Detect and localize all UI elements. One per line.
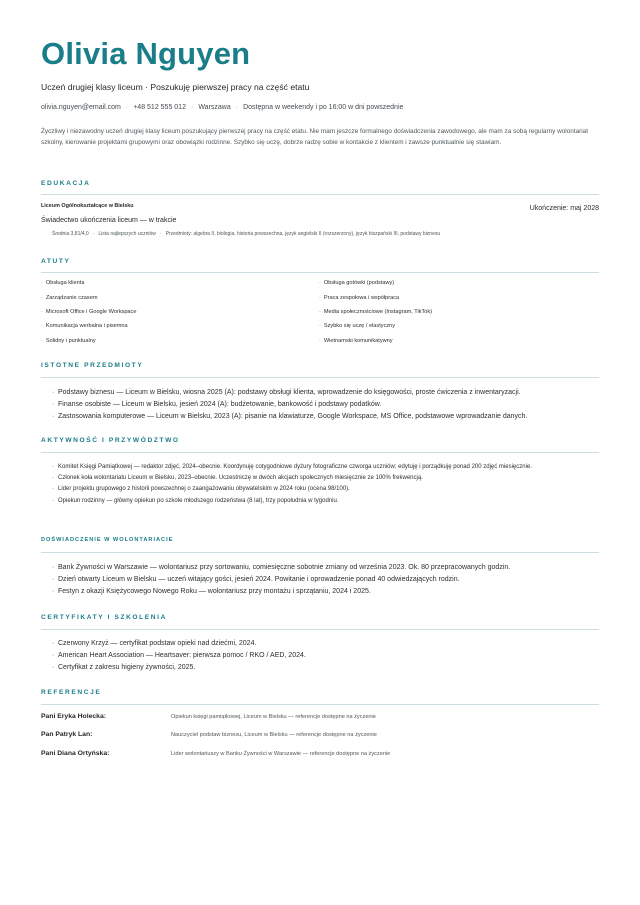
reference-name: Pan Patryk Lan: (41, 731, 93, 738)
skill-item: · Media społecznościowe (Instagram, TikTok) (319, 309, 433, 315)
contact-line (41, 104, 403, 111)
skill-item: · Wietnamski komunikatywny (319, 338, 393, 344)
list-item: · Członek koła wolontariatu Liceum w Bielsku, 2023–obecnie. Uczestniczę w dwóch akcjach społecznych miesięcznie ze 100% frekwencją. (52, 473, 572, 484)
gpa: Średnia 3,81/4,0 (52, 231, 89, 237)
degree: Świadectwo ukończenia liceum — w trakcie (41, 217, 177, 224)
volunteer-list (52, 562, 597, 597)
reference-row (41, 750, 601, 760)
summary-paragraph: Życzliwy i niezawodny uczeń drugiej klasy liceum poszukujący pierwszej pracy na część etatu. Nie mam jeszcze formalnego doświadczenia zawodowego, ale mam za sobą regularny wolontariat szkolny, kierowanie projektami grupowymi oraz obowiązki rodzinne. Szybko się uczę, dobrze radzę sobie w kontakcie z klientem i zawsze punktualnie się stawiam. (41, 128, 589, 146)
list-item: · Bank Żywności w Warszawie — wolontariusz przy sortowaniu, comiesięczne sobotnie zmiany od września 2023. Ok. 80 przepracowanych godzin. (52, 562, 597, 574)
graduation-date: Ukończenie: maj 2028 (529, 205, 599, 212)
list-item: · Komitet Księgi Pamiątkowej — redaktor zdjęć, 2024–obecnie. Koordynuję cotygodniowe dyżury fotograficzne czworga uczniów; edytuję i porządkuję ponad 200 zdjęć miesięcznie. (52, 462, 572, 473)
section-divider (41, 194, 599, 195)
section-divider (41, 377, 599, 378)
separator: · (125, 104, 129, 111)
reference-name: Pani Diana Ortyńska: (41, 750, 110, 757)
phone-number: +48 512 555 012 (133, 104, 186, 111)
list-item: · Czerwony Krzyż — certyfikat podstaw opieki nad dziećmi, 2024. (52, 638, 597, 650)
list-item: · Opiekun rodzinny — główny opiekun po szkole młodszego rodzeństwa (8 lat), trzy popołudnia w tygodniu. (52, 496, 572, 507)
subjects: Przedmioty: algebra II, biologia, historia powszechna, język angielski II (rozszerzony), język hiszpański III, podstawy biznesu (165, 231, 441, 237)
skill-item: · Microsoft Office i Google Workspace (41, 309, 137, 315)
candidate-name: Olivia Nguyen (41, 36, 251, 71)
skill-item: · Obsługa gotówki (podstawy) (319, 280, 395, 286)
email-link[interactable]: olivia.nguyen@email.com (41, 104, 121, 111)
reference-description: Nauczyciel podstaw biznesu, Liceum w Bielsku — referencje dostępne na życzenie (171, 732, 377, 738)
separator: · (190, 104, 194, 111)
availability: Dostępna w weekendy i po 16:00 w dni powszednie (243, 104, 404, 111)
section-divider (41, 629, 599, 630)
list-item: · Podstawy biznesu — Liceum w Bielsku, wiosna 2025 (A): podstawy obsługi klienta, wprowadzenie do księgowości, proste ćwiczenia z inwentaryzacji. (52, 387, 597, 399)
section-title-skills: ATUTY (41, 258, 71, 265)
section-title-volunteer: DOŚWIADCZENIE W WOLONTARIACIE (41, 537, 174, 543)
courses-list (52, 387, 597, 422)
reference-name: Pani Eryka Holecka: (41, 713, 106, 720)
section-divider (41, 452, 599, 453)
section-title-certifications: CERTYFIKATY I SZKOLENIA (41, 614, 167, 621)
education-details: Średnia 3,81/4,0 · Lista najlepszych uczniów · Przedmioty: algebra II, biologia, historia powszechna, język angielski II (rozszerzony), język hiszpański III, podstawy biznesu (52, 231, 441, 237)
honor-roll: Lista najlepszych uczniów (98, 231, 156, 237)
city: Warszawa (198, 104, 231, 111)
activities-list (52, 462, 572, 507)
list-item: · American Heart Association — Heartsaver: pierwsza pomoc / RKO / AED, 2024. (52, 650, 597, 662)
skill-item: · Komunikacja werbalna i pisemna (41, 323, 128, 329)
list-item: · Finanse osobiste — Liceum w Bielsku, jesień 2024 (A): budżetowanie, bankowość i podstawy podatków. (52, 399, 597, 411)
headline: Uczeń drugiej klasy liceum · Poszukuję pierwszej pracy na część etatu (41, 82, 310, 92)
skill-item: · Solidny i punktualny (41, 338, 96, 344)
list-item: · Lider projektu grupowego z historii powszechnej o zaangażowaniu obywatelskim w 2024 roku (ocena 98/100). (52, 484, 572, 495)
reference-description: Lider wolontariuszy w Banku Żywności w Warszawie — referencje dostępne na życzenie (171, 751, 391, 757)
reference-row (41, 713, 601, 723)
section-title-courses: ISTOTNE PRZEDMIOTY (41, 362, 144, 369)
section-divider (41, 272, 599, 273)
section-divider (41, 552, 599, 553)
skill-item: · Zarządzanie czasem (41, 295, 98, 301)
school-name: Liceum Ogólnokształcące w Bielsku (41, 203, 134, 209)
section-divider (41, 704, 599, 705)
skill-item: · Obsługa klienta (41, 280, 85, 286)
section-title-references: REFERENCJE (41, 689, 102, 696)
separator: · (235, 104, 239, 111)
section-title-activities: AKTYWNOŚĆ I PRZYWÓDZTWO (41, 437, 180, 444)
skill-item: · Szybko się uczę / elastyczny (319, 323, 396, 329)
skill-item: · Praca zespołowa i współpraca (319, 295, 400, 301)
list-item: · Zastosowania komputerowe — Liceum w Bielsku, 2023 (A): pisanie na klawiaturze, Google Workspace, MS Office, podstawowe wprowadzanie danych. (52, 411, 597, 423)
list-item: · Festyn z okazji Księżycowego Nowego Roku — wolontariusz przy montażu i sprzątaniu, 2024 i 2025. (52, 586, 597, 598)
certifications-list (52, 638, 597, 673)
reference-description: Opiekun księgi pamiątkowej, Liceum w Bielsku — referencje dostępne na życzenie (171, 714, 376, 720)
section-title-education: EDUKACJA (41, 180, 91, 187)
reference-row (41, 731, 601, 741)
list-item: · Dzień otwarty Liceum w Bielsku — uczeń witający gości, jesień 2024. Powitanie i oprowadzenie ponad 40 odwiedzających rodzin. (52, 574, 597, 586)
list-item: · Certyfikat z zakresu higieny żywności, 2025. (52, 662, 597, 674)
